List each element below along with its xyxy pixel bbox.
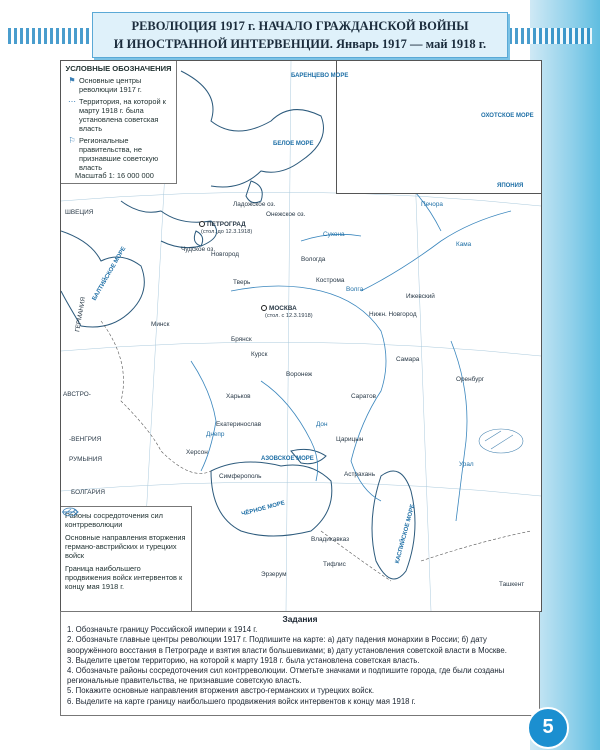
legend-top: [61, 61, 177, 184]
legend-item-label: Основные центры революции 1917 г.: [79, 76, 142, 94]
legend-item-invasion-directions: [65, 533, 188, 560]
river-label: Волга: [346, 286, 364, 293]
city-label: Брянск: [231, 336, 252, 343]
city-label: Екатеринослав: [216, 421, 262, 428]
city-label: Харьков: [226, 393, 251, 400]
city-label: Владикавказ: [311, 536, 350, 543]
legend-item-label: Граница наибольшего продвижения войск интервентов к концу мая 1918 г.: [65, 564, 183, 591]
ornament-left: [8, 28, 103, 44]
city-label: Новгород: [211, 251, 240, 258]
sea-label: ЧЁРНОЕ МОРЕ: [240, 500, 286, 518]
legend-item-label: Районы сосредоточения сил контрреволюции: [65, 511, 163, 529]
sea-label: КАСПИЙСКОЕ МОРЕ: [394, 503, 417, 565]
region-label: БОЛГАРИЯ: [71, 489, 105, 496]
task-item: 5. Покажите основные направления вторжения австро-германских и турецких войск.: [67, 686, 375, 696]
region-label: РУМЫНИЯ: [69, 456, 102, 463]
city-label: Царицын: [336, 436, 364, 443]
legend-item-soviet-territory: [65, 97, 173, 133]
sea-label: ЯПОНИЯ: [497, 183, 524, 189]
lake-label: Чудское оз.: [181, 246, 216, 253]
lake-label: Ладожское оз.: [233, 201, 276, 208]
page-number: 5: [527, 707, 569, 749]
city-note: (стол. до 12.3.1918): [201, 229, 253, 235]
title-line-1: РЕВОЛЮЦИЯ 1917 г. НАЧАЛО ГРАЖДАНСКОЙ ВОЙНЫ: [131, 19, 469, 33]
legend-title: УСЛОВНЫЕ ОБОЗНАЧЕНИЯ: [65, 64, 172, 73]
river-label: Дон: [316, 421, 328, 428]
city-label: Минск: [151, 321, 170, 328]
legend-item-label: Территория, на которой к марту 1918 г. была установлена советская власть: [79, 97, 166, 133]
tasks-panel: [60, 611, 540, 716]
territory-icon: ⋯: [68, 97, 76, 106]
legend-item-label: Региональные правительства, не признавшие советскую власть: [79, 136, 159, 172]
task-item: 2. Обозначьте главные центры революции 1917 г. Подпишите на карте: а) дату падения монархии в России; б) дату вооружённого восстания в Петрограде и взятия власти большевиками; в) дату установления советской власти в Москве.: [67, 635, 507, 655]
city-label: Ташкент: [499, 581, 525, 588]
city-petrograd: ПЕТРОГРАД: [199, 221, 246, 228]
legend-item-counter-revolution: [65, 511, 188, 529]
region-label: АВСТРО-: [63, 391, 91, 398]
dashed-line-icon: [61, 507, 81, 517]
city-label: Астрахань: [344, 471, 376, 478]
sea-label: БАЛТИЙСКОЕ МОРЕ: [91, 246, 128, 302]
sea-label: ОХОТСКОЕ МОРЕ: [481, 113, 534, 119]
city-label: Ижевский: [406, 293, 435, 300]
city-note: (стол. с 12.3.1918): [265, 313, 313, 319]
counter-revolution-area: [479, 429, 523, 453]
task-item: 3. Выделите цветом территорию, на которой к марту 1918 г. была установлена советская власть.: [67, 655, 420, 665]
task-item: 4. Обозначьте районы сосредоточения сил контрреволюции. Отметьте значками и подпишите города, где были созданы региональные правительства, не признавшие советскую власть.: [67, 666, 505, 686]
sea-label: БЕЛОЕ МОРЕ: [273, 141, 314, 147]
inset-map-frame: [336, 61, 541, 194]
city-label: Саратов: [351, 393, 377, 400]
city-label: Оренбург: [456, 376, 485, 383]
ornament-right: [497, 28, 592, 44]
city-label: Нижн. Новгород: [369, 311, 417, 318]
river-label: Печора: [421, 201, 443, 208]
contour-map: [60, 60, 542, 612]
city-label: Херсон: [186, 449, 208, 456]
page-title: [92, 12, 508, 58]
city-label: Тифлис: [323, 561, 346, 568]
river-label: Днепр: [206, 431, 225, 438]
flag-pole-icon: ⚐: [68, 136, 76, 145]
sea-label: АЗОВСКОЕ МОРЕ: [261, 456, 314, 462]
tasks-heading: Задания: [282, 614, 318, 624]
city-label: Кострома: [316, 277, 345, 284]
river-label: Кама: [456, 241, 472, 248]
river-label: Сухона: [323, 231, 345, 238]
city-label: Эрзерум: [261, 571, 287, 578]
region-label: -ВЕНГРИЯ: [69, 436, 102, 443]
sea-label: БАРЕНЦЕВО МОРЕ: [291, 73, 349, 79]
flag-icon: ⚑: [68, 76, 76, 85]
region-label: ГЕРМАНИЯ: [74, 296, 88, 333]
city-label: Вологда: [301, 256, 326, 263]
legend-item-label: Основные направления вторжения германо-австрийских и турецких войск: [65, 533, 186, 560]
city-label: Самара: [396, 356, 420, 363]
city-label: Воронеж: [286, 371, 313, 378]
city-moscow: МОСКВА: [261, 305, 297, 312]
river-label: Урал: [459, 461, 474, 468]
map-scale: Масштаб 1: 16 000 000: [75, 171, 154, 180]
legend-item-revolution-centers: [65, 76, 173, 94]
task-item: 6. Выделите на карте границу наибольшего продвижения войск интервентов к концу мая 1918 г.: [67, 696, 416, 706]
lake-label: Онежское оз.: [266, 211, 306, 218]
legend-item-regional-governments: [65, 136, 173, 172]
legend-item-intervention-border: [65, 564, 188, 591]
city-label: Симферополь: [219, 473, 262, 480]
city-label: Тверь: [233, 279, 251, 286]
title-line-2: И ИНОСТРАННОЙ ИНТЕРВЕНЦИИ. Январь 1917 — май 1918 г.: [113, 37, 487, 51]
region-label: ШВЕЦИЯ: [65, 209, 94, 216]
legend-bottom: [61, 506, 192, 612]
city-label: Курск: [251, 351, 268, 358]
task-item: 1. Обозначьте границу Российской империи к 1914 г.: [67, 625, 258, 635]
